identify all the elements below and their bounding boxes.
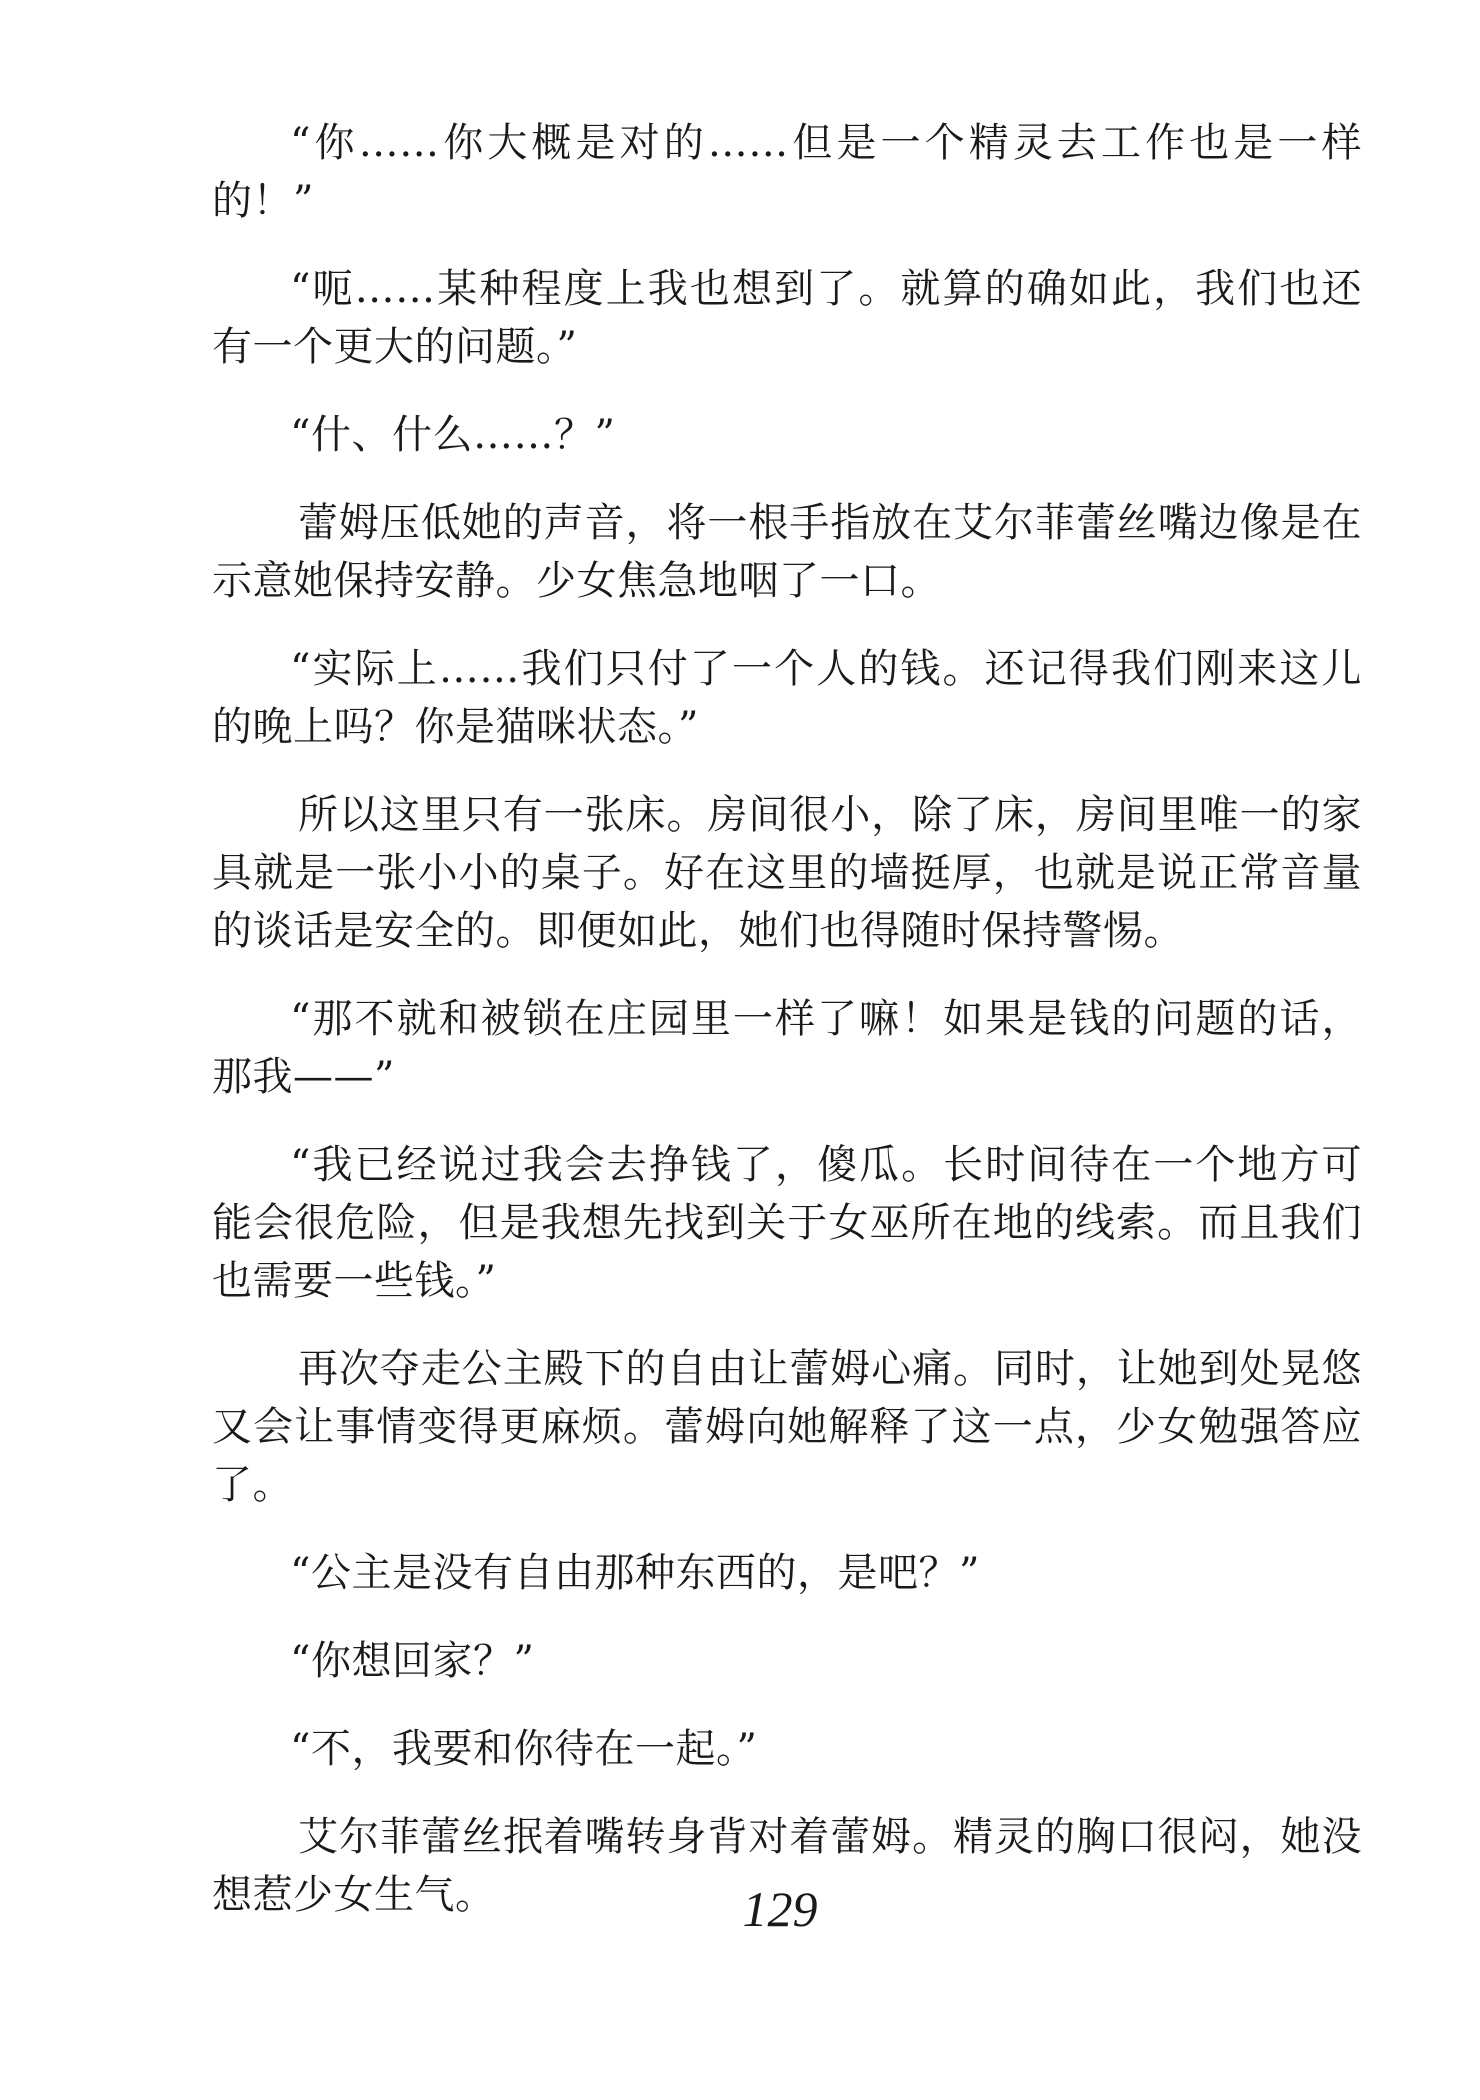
paragraph: “不，我要和你待在一起。” bbox=[290, 1726, 758, 1772]
body-text bbox=[212, 114, 1362, 1954]
paragraph: 蕾姆压低她的声音，将一根手指放在艾尔菲蕾丝嘴边像是在示意她保持安静。少女焦急地咽了一口。 bbox=[212, 500, 1362, 604]
paragraph: “你……你大概是对的……但是一个精灵去工作也是一样的！” bbox=[212, 120, 1362, 224]
paragraph: “呃……某种程度上我也想到了。就算的确如此，我们也还有一个更大的问题。” bbox=[212, 266, 1362, 370]
paragraph: “我已经说过我会去挣钱了，傻瓜。长时间待在一个地方可能会很危险，但是我想先找到关于女巫所在地的线索。而且我们也需要一些钱。” bbox=[212, 1142, 1362, 1304]
paragraph: “那不就和被锁在庄园里一样了嘛！如果是钱的问题的话，那我——” bbox=[212, 996, 1362, 1100]
paragraph: 再次夺走公主殿下的自由让蕾姆心痛。同时，让她到处晃悠又会让事情变得更麻烦。蕾姆向她解释了这一点，少女勉强答应了。 bbox=[212, 1346, 1362, 1508]
paragraph: 艾尔菲蕾丝抿着嘴转身背对着蕾姆。精灵的胸口很闷，她没想惹少女生气。 bbox=[212, 1814, 1362, 1918]
paragraph: “你想回家？” bbox=[290, 1638, 535, 1684]
paragraph: “实际上……我们只付了一个人的钱。还记得我们刚来这儿的晚上吗？你是猫咪状态。” bbox=[212, 646, 1362, 750]
page-number: 129 bbox=[742, 1881, 818, 1937]
paragraph: “什、什么……？” bbox=[290, 412, 616, 458]
paragraph: “公主是没有自由那种东西的，是吧？” bbox=[290, 1550, 980, 1596]
paragraph: 所以这里只有一张床。房间很小，除了床，房间里唯一的家具就是一张小小的桌子。好在这里的墙挺厚，也就是说正常音量的谈话是安全的。即便如此，她们也得随时保持警惕。 bbox=[212, 792, 1362, 954]
